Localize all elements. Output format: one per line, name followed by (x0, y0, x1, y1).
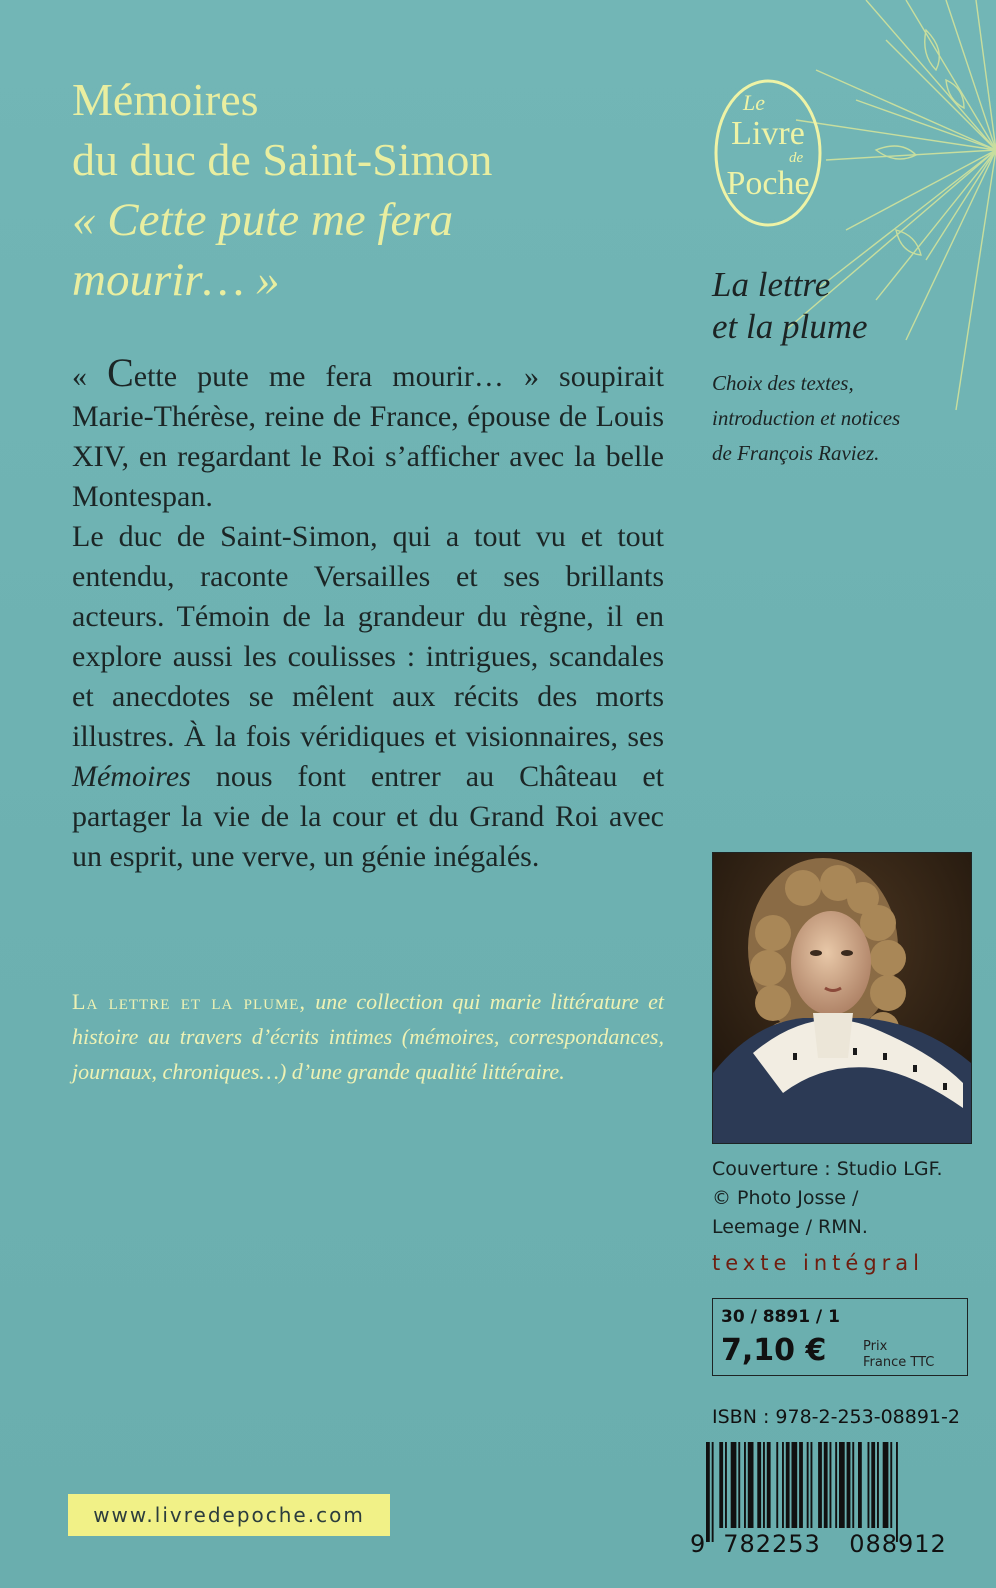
barcode-bar (712, 1442, 714, 1542)
website-link[interactable]: www.livredepoche.com (68, 1494, 390, 1536)
barcode-bar (799, 1442, 803, 1528)
memoires-italic: Mémoires (72, 760, 191, 793)
price-amount: 7,10 € (721, 1333, 827, 1368)
barcode-bar (871, 1442, 875, 1528)
barcode-bar (852, 1442, 854, 1528)
barcode-bar (877, 1442, 879, 1528)
barcode-bar (706, 1442, 710, 1542)
collection-blurb (72, 984, 664, 1089)
cover-credits: Couverture : Studio LGF. © Photo Josse / Leemage / RMN. (712, 1158, 943, 1238)
barcode-bar (858, 1442, 862, 1528)
portrait-image (712, 852, 972, 1144)
logo-word-de: de (789, 150, 804, 166)
collection-description: une collection qui marie littérature et histoire au travers d’écrits intimes (mémoires, correspondances, journaux, chroniques…) d’une grande qualité littéraire. (72, 989, 664, 1084)
barcode-bar (757, 1442, 761, 1528)
body-paragraph-2: Le duc de Saint-Simon, qui a tout vu et tout entendu, raconte Versailles et ses brillants acteurs. Témoin de la grandeur du règne, il en explore aussi les coulisses : intrigues, scandales et anecdotes se mêlent aux récits des morts illustres. À la fois véridiques et visionnaires, ses Mémoires nous font entrer au Château et partager la vie de la cour et du Grand Roi avec un esprit, une verve, un génie inégalés. (72, 520, 664, 873)
barcode-digit-first: 9 (690, 1530, 706, 1558)
barcode-bar (839, 1442, 845, 1528)
barcode-bar (782, 1442, 784, 1528)
barcode-bar (830, 1442, 832, 1528)
drop-cap: C (107, 350, 134, 395)
body-paragraph-1: « Cette pute me fera mourir… » soupirait Marie-Thérèse, reine de France, épouse de Louis XIV, en regardant le Roi s’afficher avec la belle Montespan. (72, 350, 665, 513)
barcode-bar (786, 1442, 790, 1528)
barcode-bar (835, 1442, 837, 1528)
price-box (712, 1298, 968, 1376)
subtitle-line-1: « Cette pute me fera (72, 194, 454, 246)
logo-word-livre: Livre (731, 115, 805, 152)
barcode-bar (807, 1442, 809, 1528)
title-line-2: du duc de Saint-Simon (72, 134, 493, 185)
barcode-bar (818, 1442, 822, 1528)
book-title (72, 70, 672, 310)
barcode-bar (811, 1442, 813, 1528)
product-code: 30 / 8891 / 1 (721, 1307, 840, 1327)
barcode-bar (824, 1442, 828, 1528)
barcode-bar (767, 1442, 771, 1528)
logo-word-le: Le (743, 90, 765, 115)
collection-name-smallcaps: La lettre et la plume, (72, 989, 306, 1014)
barcode-digits-group2: 088912 (849, 1530, 947, 1558)
barcode-bar (896, 1442, 898, 1542)
barcode-bars (706, 1442, 898, 1542)
blurb-body (72, 350, 665, 877)
livre-de-poche-logo (713, 78, 823, 228)
barcode-bar (731, 1442, 737, 1528)
barcode-bar (792, 1442, 798, 1528)
barcode (690, 1442, 972, 1558)
collection-title: La lettre et la plume (712, 265, 868, 346)
editor-credits: Choix des textes, introduction et notices de François Raviez. (712, 371, 901, 465)
barcode-bar (868, 1442, 870, 1528)
logo-word-poche: Poche (726, 165, 810, 202)
barcode-bar (744, 1442, 746, 1528)
title-line-1: Mémoires (72, 74, 259, 125)
barcode-bar (719, 1442, 723, 1528)
barcode-bar (738, 1442, 740, 1528)
barcode-bar (725, 1442, 727, 1528)
barcode-digits-group1: 782253 (723, 1530, 821, 1558)
barcode-bar (847, 1442, 851, 1528)
subtitle-line-2: mourir… » (72, 254, 280, 306)
texte-integral-label: texte intégral (712, 1251, 925, 1275)
barcode-bar (883, 1442, 889, 1528)
barcode-bar (748, 1442, 754, 1528)
price-note: Prix France TTC (863, 1339, 935, 1370)
barcode-bar (776, 1442, 778, 1528)
portrait-painting (713, 853, 971, 1143)
barcode-bar (763, 1442, 765, 1528)
barcode-bar (890, 1442, 892, 1528)
isbn-text: ISBN : 978-2-253-08891-2 (712, 1406, 960, 1428)
